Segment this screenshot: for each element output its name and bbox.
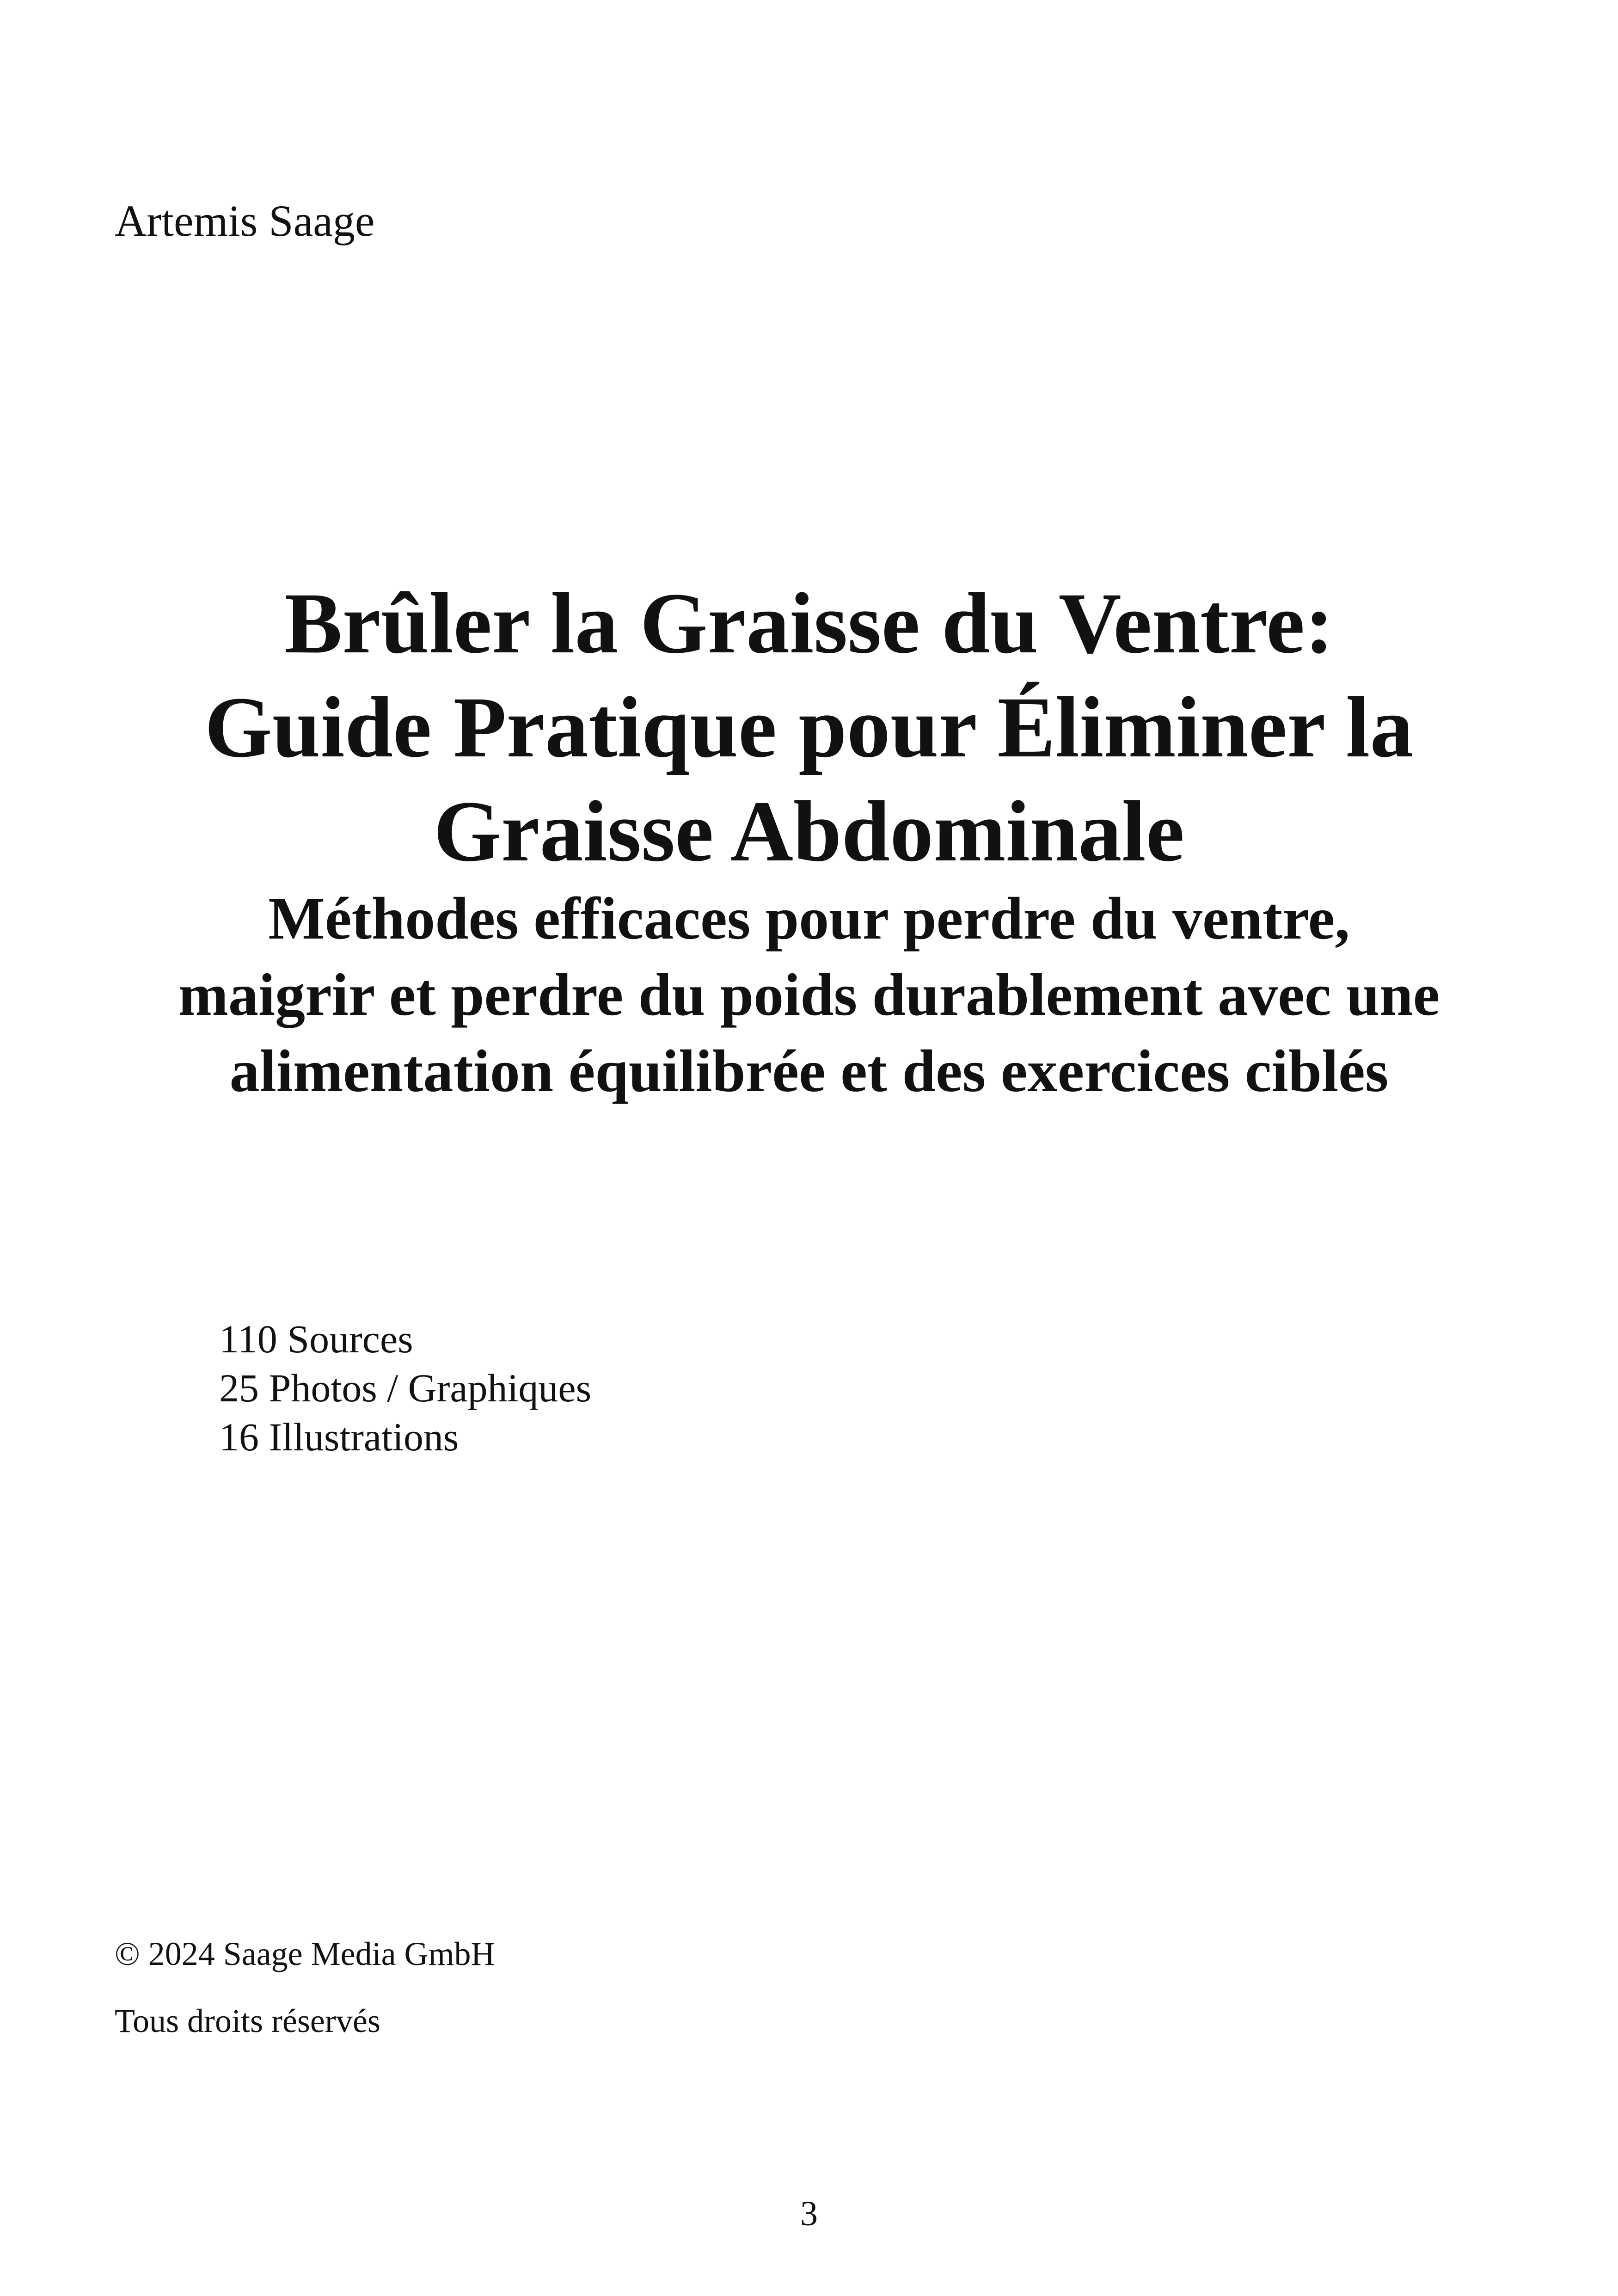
title-line-3: Graisse Abdominale (433, 783, 1185, 879)
rights-notice: Tous droits réservés (115, 2002, 380, 2039)
subtitle-line-2: maigrir et perdre du poids durablement avec une (178, 962, 1440, 1028)
content-stats (219, 1314, 591, 1461)
book-subtitle (0, 881, 1618, 1110)
subtitle-line-3: alimentation équilibrée et des exercices ciblés (229, 1038, 1389, 1105)
title-line-1: Brûler la Graisse du Ventre: (284, 575, 1334, 671)
stat-illustrations: 16 Illustrations (219, 1415, 459, 1459)
author-name: Artemis Saage (115, 196, 375, 246)
page-number: 3 (800, 2194, 818, 2233)
stat-photos-graphics: 25 Photos / Graphiques (219, 1366, 592, 1410)
copyright-notice: © 2024 Saage Media GmbH (115, 1935, 495, 1972)
subtitle-line-1: Méthodes efficaces pour perdre du ventre, (268, 885, 1350, 952)
book-title (0, 571, 1618, 883)
title-line-2: Guide Pratique pour Éliminer la (204, 679, 1414, 775)
stat-sources: 110 Sources (219, 1317, 413, 1361)
